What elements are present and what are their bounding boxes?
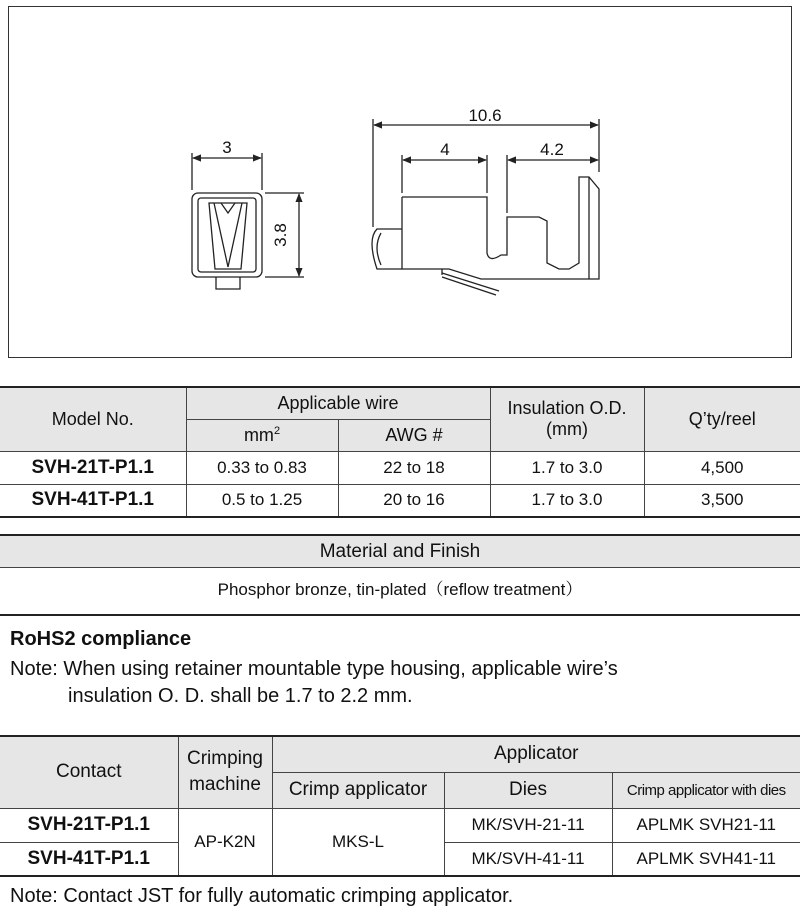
row-insulation: 1.7 to 3.0 — [490, 484, 644, 517]
dim-width-label: 3 — [222, 138, 232, 157]
header-insulation — [490, 387, 644, 451]
row-awg: 20 to 16 — [338, 484, 490, 517]
dim-section-a-label: 4 — [440, 140, 450, 159]
row-dies: MK/SVH-21-11 — [444, 808, 612, 842]
terminal-drawing-svg — [9, 7, 793, 359]
row-insulation: 1.7 to 3.0 — [490, 451, 644, 484]
table-row — [0, 451, 800, 484]
note-insulation-line2: insulation O. D. shall be 1.7 to 2.2 mm. — [68, 685, 413, 707]
table-row — [0, 484, 800, 517]
note-insulation — [10, 656, 790, 710]
row-mm2: 0.33 to 0.83 — [186, 451, 338, 484]
row-model: SVH-21T-P1.1 — [0, 451, 186, 484]
dim-total-label: 10.6 — [468, 106, 502, 125]
header-crimping-line1: Crimping — [186, 748, 264, 770]
header-insulation-label: Insulation O.D. — [507, 398, 627, 419]
header-applicator: Applicator — [272, 736, 800, 772]
side-view — [372, 119, 599, 295]
row-contact: SVH-41T-P1.1 — [0, 842, 178, 876]
header-applicator-with-dies: Crimp applicator with dies — [612, 772, 800, 808]
header-awg: AWG # — [338, 419, 490, 451]
spec-table — [0, 386, 800, 518]
header-mm2-label: mm — [243, 424, 274, 445]
header-model: Model No. — [0, 387, 186, 451]
material-value: Phosphor bronze, tin-plated（reflow treatment） — [0, 567, 800, 616]
row-model: SVH-41T-P1.1 — [0, 484, 186, 517]
material-title: Material and Finish — [0, 534, 800, 568]
row-qty: 3,500 — [644, 484, 800, 517]
row-contact: SVH-21T-P1.1 — [0, 808, 178, 842]
note-crimping-applicator: Note: Contact JST for fully automatic crimping applicator. — [10, 885, 514, 907]
header-qty: Q’ty/reel — [644, 387, 800, 451]
row-dies: MK/SVH-41-11 — [444, 842, 612, 876]
front-view — [192, 153, 304, 289]
row-machine: AP-K2N — [178, 808, 272, 876]
row-mm2: 0.5 to 1.25 — [186, 484, 338, 517]
header-crimp-applicator: Crimp applicator — [272, 772, 444, 808]
header-mm2-sup: 2 — [273, 424, 281, 437]
row-awg: 22 to 18 — [338, 451, 490, 484]
header-crimping-machine — [178, 736, 272, 808]
rohs-compliance: RoHS2 compliance — [10, 628, 192, 650]
row-with-dies: APLMK SVH21-11 — [612, 808, 800, 842]
dim-section-b-label: 4.2 — [540, 140, 564, 159]
row-qty: 4,500 — [644, 451, 800, 484]
dim-height-label: 3.8 — [271, 223, 290, 247]
row-crimp-applicator: MKS-L — [272, 808, 444, 876]
row-with-dies: APLMK SVH41-11 — [612, 842, 800, 876]
header-insulation-unit: (mm) — [546, 419, 588, 440]
table-row — [0, 808, 800, 842]
header-crimping-line2: machine — [189, 774, 261, 796]
note-insulation-line1: Note: When using retainer mountable type housing, applicable wire’s — [10, 658, 618, 680]
crimp-table — [0, 735, 800, 877]
header-applicable-wire: Applicable wire — [186, 387, 490, 419]
header-dies: Dies — [444, 772, 612, 808]
terminal-drawing — [8, 6, 792, 358]
header-mm2 — [186, 419, 338, 451]
header-contact: Contact — [0, 736, 178, 808]
